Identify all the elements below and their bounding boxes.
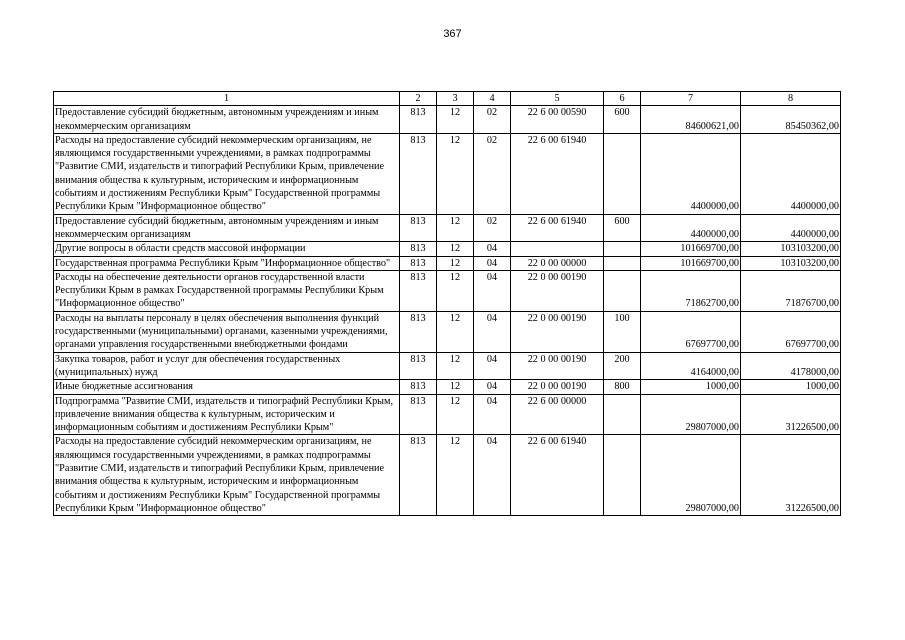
row-name-cell: Расходы на обеспечение деятельности органов государственной власти Республики Крым в рамках Государственной программы Республики Крым "Информационное общество": [54, 270, 400, 311]
table-row: [54, 133, 841, 214]
row-code-cell: 813: [400, 435, 437, 516]
table-header-row: [54, 92, 841, 106]
row-name-cell: Предоставление субсидий бюджетным, автономным учреждениям и иным некоммерческим организациям: [54, 106, 400, 134]
header-cell: 2: [400, 92, 437, 106]
row-amount-year2-cell: 103103200,00: [741, 256, 841, 270]
row-amount-year1-cell: 71862700,00: [641, 270, 741, 311]
row-section-cell: 12: [437, 380, 474, 394]
row-amount-year2-cell: 71876700,00: [741, 270, 841, 311]
header-cell: 8: [741, 92, 841, 106]
header-cell: 1: [54, 92, 400, 106]
header-cell: 6: [604, 92, 641, 106]
row-code-cell: 813: [400, 256, 437, 270]
header-cell: 3: [437, 92, 474, 106]
row-subsection-cell: 04: [474, 352, 511, 380]
row-expense-type-cell: 600: [604, 214, 641, 242]
row-subsection-cell: 04: [474, 242, 511, 256]
row-subsection-cell: 04: [474, 256, 511, 270]
row-section-cell: 12: [437, 270, 474, 311]
row-section-cell: 12: [437, 242, 474, 256]
row-name-cell: Расходы на предоставление субсидий некоммерческим организациям, не являющимся государственными учреждениями, в рамках подпрограммы "Развитие СМИ, издательств и типографий Республики Крым, привлечение внимания общества к культурным, историческим и информационным событиям и достижениям Республики Крым" Государственной программы Республики Крым "Информационное общество": [54, 133, 400, 214]
row-section-cell: 12: [437, 352, 474, 380]
table-row: [54, 352, 841, 380]
row-subsection-cell: 02: [474, 214, 511, 242]
row-target-article-cell: 22 6 00 00590: [511, 106, 604, 134]
row-subsection-cell: 04: [474, 394, 511, 435]
row-section-cell: 12: [437, 133, 474, 214]
row-expense-type-cell: [604, 394, 641, 435]
row-amount-year1-cell: 4164000,00: [641, 352, 741, 380]
row-target-article-cell: 22 0 00 00000: [511, 256, 604, 270]
table-row: [54, 256, 841, 270]
row-code-cell: 813: [400, 394, 437, 435]
row-subsection-cell: 02: [474, 133, 511, 214]
row-expense-type-cell: 100: [604, 311, 641, 352]
row-code-cell: 813: [400, 214, 437, 242]
row-section-cell: 12: [437, 106, 474, 134]
row-target-article-cell: 22 6 00 61940: [511, 214, 604, 242]
row-target-article-cell: 22 6 00 61940: [511, 435, 604, 516]
row-target-article-cell: 22 6 00 00000: [511, 394, 604, 435]
table-row: [54, 106, 841, 134]
row-target-article-cell: 22 0 00 00190: [511, 352, 604, 380]
row-section-cell: 12: [437, 394, 474, 435]
row-code-cell: 813: [400, 352, 437, 380]
header-cell: 5: [511, 92, 604, 106]
row-name-cell: Расходы на выплаты персоналу в целях обеспечения выполнения функций государственными (муниципальными) органами, казенными учреждениями, органами управления государственными внебюджетными фондами: [54, 311, 400, 352]
row-expense-type-cell: [604, 242, 641, 256]
row-target-article-cell: [511, 242, 604, 256]
table-row: [54, 214, 841, 242]
row-amount-year2-cell: 103103200,00: [741, 242, 841, 256]
row-name-cell: Закупка товаров, работ и услуг для обеспечения государственных (муниципальных) нужд: [54, 352, 400, 380]
row-expense-type-cell: [604, 256, 641, 270]
row-subsection-cell: 04: [474, 311, 511, 352]
row-amount-year1-cell: 67697700,00: [641, 311, 741, 352]
table-row: [54, 242, 841, 256]
row-code-cell: 813: [400, 380, 437, 394]
row-amount-year1-cell: 84600621,00: [641, 106, 741, 134]
row-amount-year1-cell: 4400000,00: [641, 214, 741, 242]
row-name-cell: Предоставление субсидий бюджетным, автономным учреждениям и иным некоммерческим организациям: [54, 214, 400, 242]
header-cell: 7: [641, 92, 741, 106]
row-subsection-cell: 04: [474, 270, 511, 311]
table-row: [54, 394, 841, 435]
row-target-article-cell: 22 6 00 61940: [511, 133, 604, 214]
row-code-cell: 813: [400, 311, 437, 352]
row-expense-type-cell: 600: [604, 106, 641, 134]
table-row: [54, 270, 841, 311]
row-name-cell: Государственная программа Республики Крым "Информационное общество": [54, 256, 400, 270]
row-amount-year2-cell: 4178000,00: [741, 352, 841, 380]
row-expense-type-cell: [604, 435, 641, 516]
row-amount-year2-cell: 67697700,00: [741, 311, 841, 352]
header-cell: 4: [474, 92, 511, 106]
table-row: [54, 311, 841, 352]
row-code-cell: 813: [400, 133, 437, 214]
row-code-cell: 813: [400, 106, 437, 134]
row-target-article-cell: 22 0 00 00190: [511, 380, 604, 394]
row-amount-year2-cell: 31226500,00: [741, 394, 841, 435]
row-name-cell: Другие вопросы в области средств массовой информации: [54, 242, 400, 256]
row-target-article-cell: 22 0 00 00190: [511, 270, 604, 311]
page-number: 367: [443, 28, 462, 40]
row-subsection-cell: 04: [474, 435, 511, 516]
row-amount-year2-cell: 85450362,00: [741, 106, 841, 134]
row-amount-year1-cell: 1000,00: [641, 380, 741, 394]
row-section-cell: 12: [437, 435, 474, 516]
budget-table: [53, 91, 841, 516]
row-section-cell: 12: [437, 311, 474, 352]
row-section-cell: 12: [437, 214, 474, 242]
row-amount-year2-cell: 4400000,00: [741, 133, 841, 214]
row-code-cell: 813: [400, 270, 437, 311]
row-expense-type-cell: 800: [604, 380, 641, 394]
row-expense-type-cell: 200: [604, 352, 641, 380]
row-amount-year2-cell: 31226500,00: [741, 435, 841, 516]
row-target-article-cell: 22 0 00 00190: [511, 311, 604, 352]
row-name-cell: Подпрограмма "Развитие СМИ, издательств и типографий Республики Крым, привлечение внимания общества к культурным, историческим и информационным событиям и достижениям Республики Крым": [54, 394, 400, 435]
row-expense-type-cell: [604, 270, 641, 311]
row-amount-year1-cell: 4400000,00: [641, 133, 741, 214]
row-name-cell: Иные бюджетные ассигнования: [54, 380, 400, 394]
table-row: [54, 435, 841, 516]
row-amount-year2-cell: 4400000,00: [741, 214, 841, 242]
row-amount-year1-cell: 101669700,00: [641, 242, 741, 256]
row-code-cell: 813: [400, 242, 437, 256]
row-section-cell: 12: [437, 256, 474, 270]
row-subsection-cell: 02: [474, 106, 511, 134]
table-row: [54, 380, 841, 394]
row-amount-year1-cell: 101669700,00: [641, 256, 741, 270]
row-name-cell: Расходы на предоставление субсидий некоммерческим организациям, не являющимся государственными учреждениями, в рамках подпрограммы "Развитие СМИ, издательств и типографий Республики Крым, привлечение внимания общества к культурным, историческим и информационным событиям и достижениям Республики Крым" Государственной программы Республики Крым "Информационное общество": [54, 435, 400, 516]
row-subsection-cell: 04: [474, 380, 511, 394]
row-amount-year2-cell: 1000,00: [741, 380, 841, 394]
row-amount-year1-cell: 29807000,00: [641, 435, 741, 516]
row-expense-type-cell: [604, 133, 641, 214]
row-amount-year1-cell: 29807000,00: [641, 394, 741, 435]
